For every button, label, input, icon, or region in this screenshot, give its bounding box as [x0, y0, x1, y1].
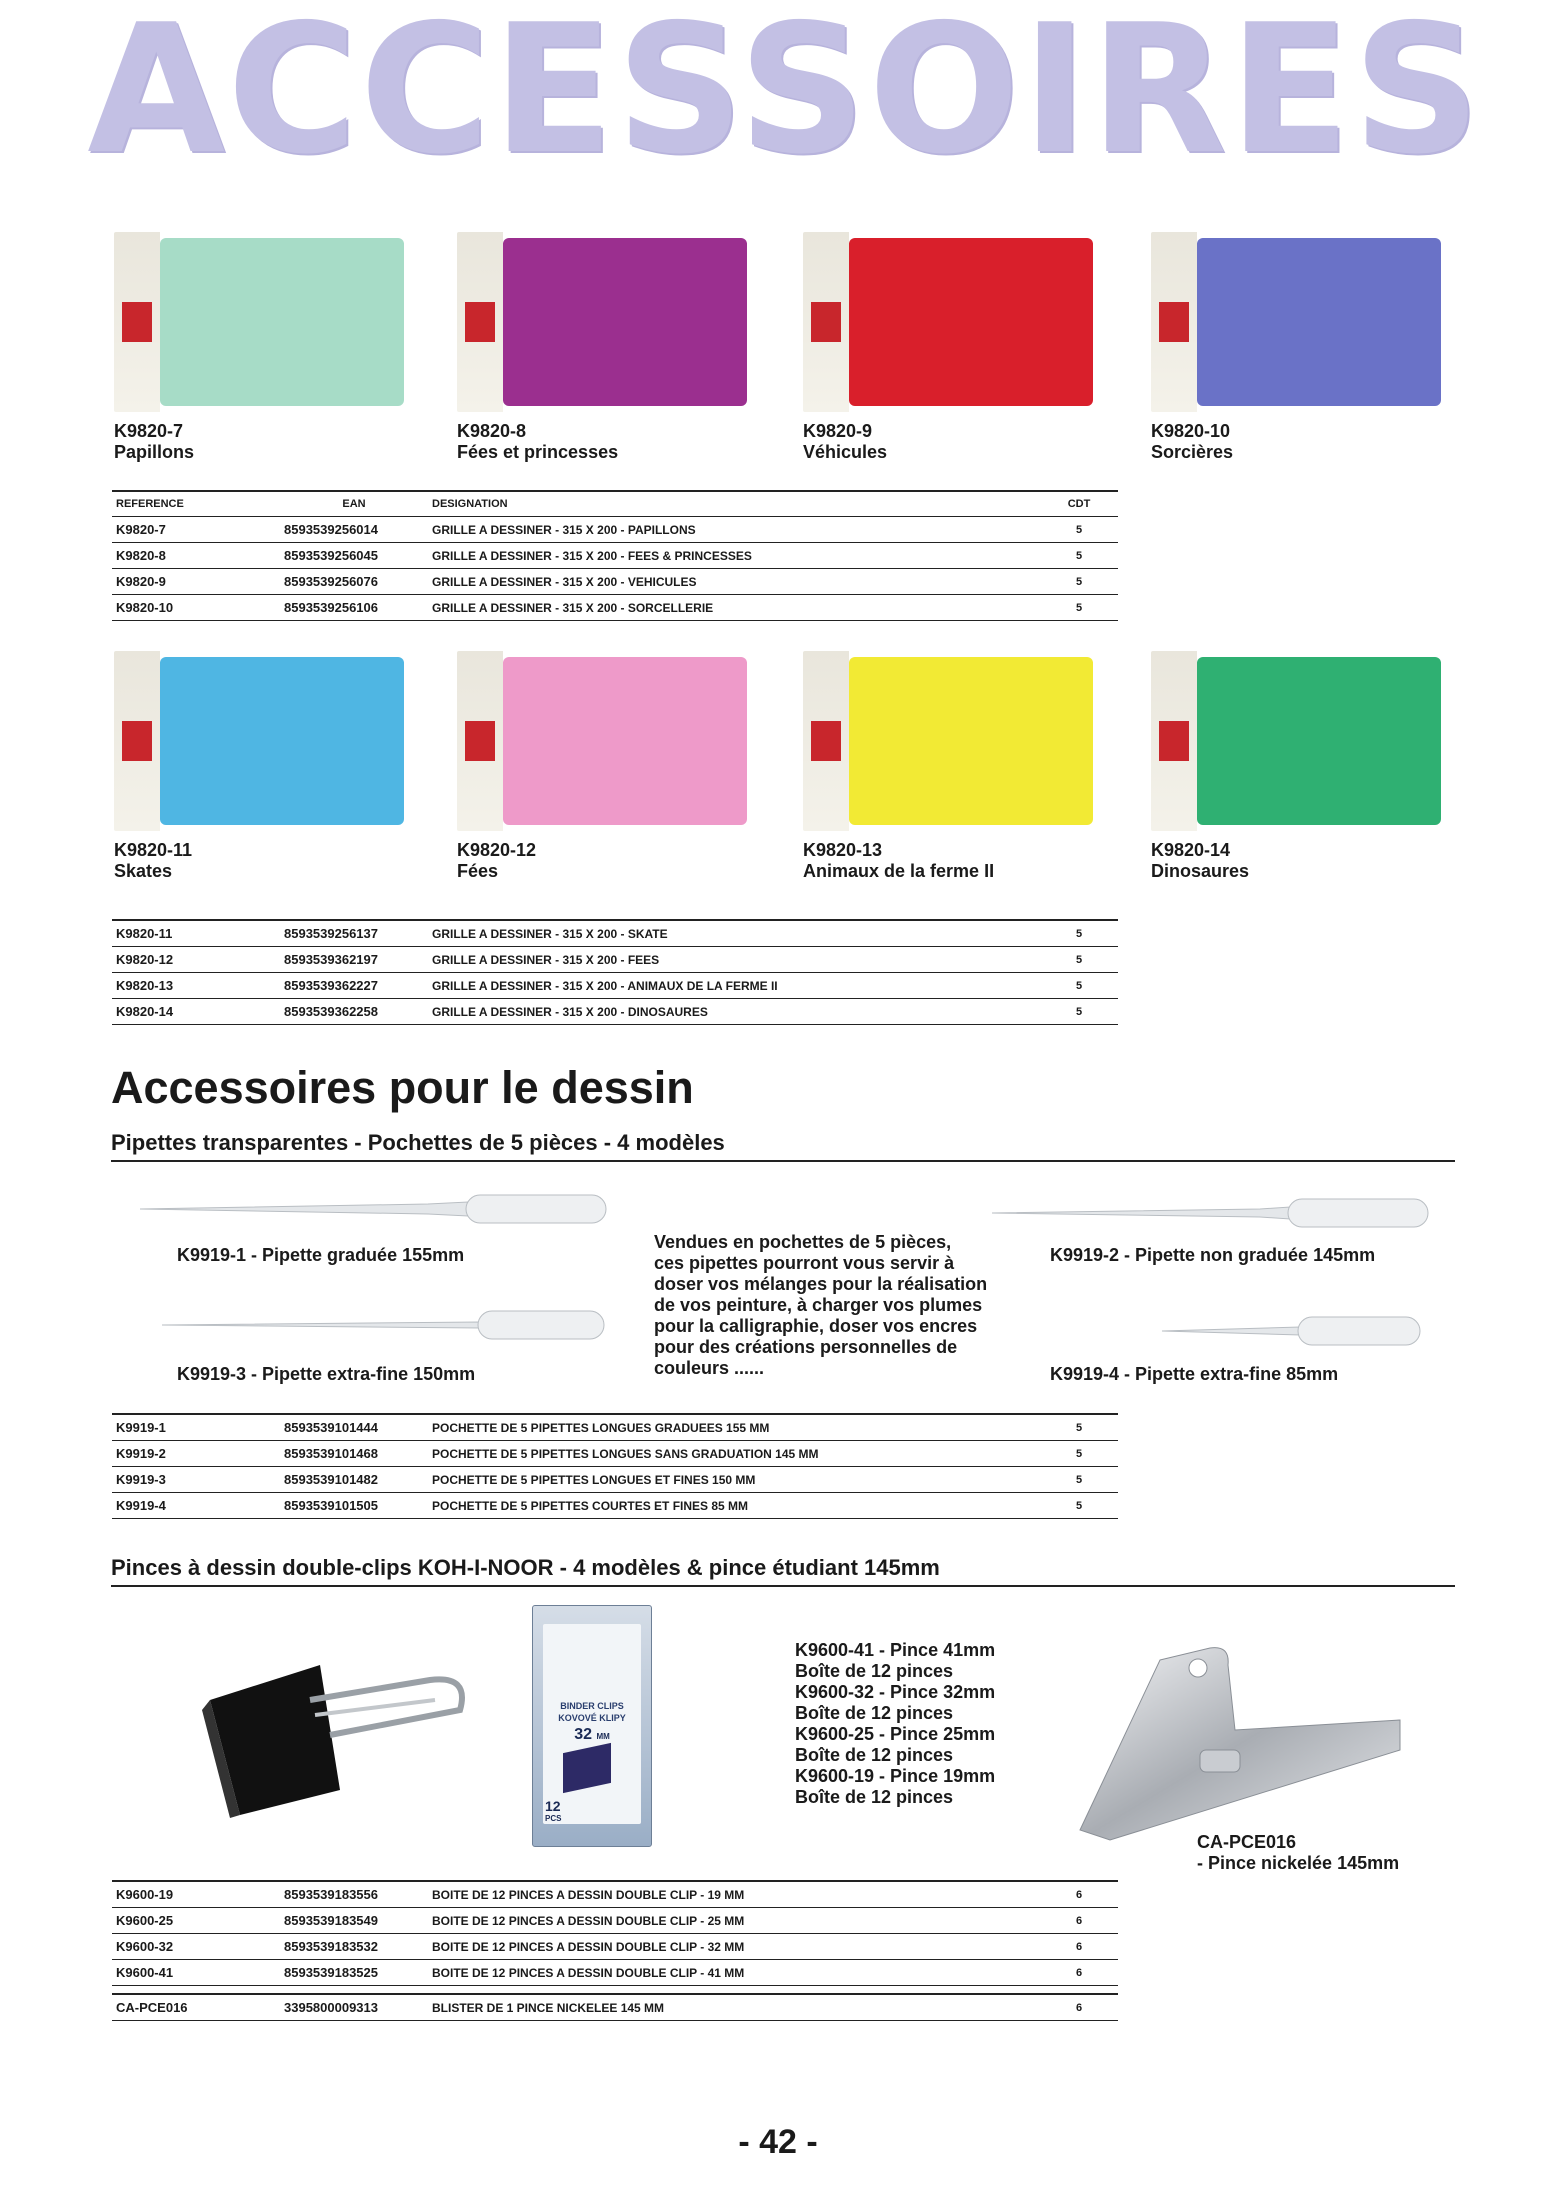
cell-ean: 8593539101482 — [280, 1467, 428, 1493]
stencil-image — [1151, 232, 1447, 412]
stencil-name: Papillons — [114, 442, 195, 462]
pipette-label-4: K9919-4 - Pipette extra-fine 85mm — [1050, 1364, 1339, 1384]
stencil-ref: K9820-10 — [1151, 421, 1231, 441]
cell-reference: K9820-14 — [112, 999, 280, 1025]
cell-reference: K9820-9 — [112, 569, 280, 595]
clips-description — [795, 1640, 995, 1808]
stencil-product-card — [114, 232, 410, 463]
table-row — [112, 1908, 1118, 1934]
stencil-name: Fées — [457, 861, 499, 881]
stencil-ref: K9820-8 — [457, 421, 527, 441]
cell-designation: BOITE DE 12 PINCES A DESSIN DOUBLE CLIP - 19 MM — [428, 1881, 1040, 1908]
stencil-ref: K9820-14 — [1151, 840, 1231, 860]
stencil-product-card — [803, 651, 1099, 882]
cell-designation: GRILLE A DESSINER - 315 X 200 - PAPILLONS — [428, 517, 1040, 543]
pipettes-description — [654, 1232, 1034, 1379]
pipette-nongraduated-image — [990, 1196, 1430, 1230]
cell-cdt: 5 — [1040, 1441, 1118, 1467]
cell-cdt: 5 — [1040, 517, 1118, 543]
package-tag — [1151, 651, 1197, 831]
stencil-image — [114, 232, 410, 412]
clip-line: Boîte de 12 pinces — [795, 1661, 954, 1681]
stencil-product-card — [1151, 651, 1447, 882]
cell-ean: 8593539256076 — [280, 569, 428, 595]
box-count: 12 — [545, 1798, 561, 1814]
cell-reference: K9820-7 — [112, 517, 280, 543]
stencil-sheet — [849, 238, 1093, 406]
stencil-sheet — [160, 657, 404, 825]
clips-box-image — [532, 1605, 652, 1847]
clip-line: Boîte de 12 pinces — [795, 1703, 954, 1723]
stencil-name: Fées et princesses — [457, 442, 619, 462]
cell-reference: K9600-25 — [112, 1908, 280, 1934]
cell-ean: 8593539256014 — [280, 517, 428, 543]
cell-cdt: 5 — [1040, 543, 1118, 569]
cell-cdt: 6 — [1040, 1934, 1118, 1960]
cell-cdt: 5 — [1040, 920, 1118, 947]
cell-cdt: 5 — [1040, 947, 1118, 973]
table-row — [112, 1934, 1118, 1960]
cell-designation: BLISTER DE 1 PINCE NICKELEE 145 MM — [428, 1994, 1040, 2021]
cell-reference: K9600-19 — [112, 1881, 280, 1908]
stencil-name: Sorcières — [1151, 442, 1234, 462]
pipette-extrafine-image — [160, 1308, 606, 1342]
cell-designation: GRILLE A DESSINER - 315 X 200 - FEES & PRINCESSES — [428, 543, 1040, 569]
pipette-label-1: K9919-1 - Pipette graduée 155mm — [177, 1245, 465, 1265]
cell-cdt: 6 — [1040, 1994, 1118, 2021]
cell-ean: 8593539256106 — [280, 595, 428, 621]
stencil-name: Animaux de la ferme II — [803, 861, 995, 881]
nickel-clip-table — [112, 1993, 1118, 2021]
table-row — [112, 543, 1118, 569]
package-tag — [1151, 232, 1197, 412]
table-row — [112, 947, 1118, 973]
pipette-short-image — [1160, 1314, 1422, 1348]
desc-line: doser vos mélanges pour la réalisation — [654, 1274, 988, 1294]
clip-line: K9600-32 - Pince 32mm — [795, 1682, 996, 1702]
cell-designation: GRILLE A DESSINER - 315 X 200 - DINOSAURES — [428, 999, 1040, 1025]
stencil-product-card — [457, 651, 753, 882]
stencil-product-card — [803, 232, 1099, 463]
desc-line: Vendues en pochettes de 5 pièces, — [654, 1232, 952, 1252]
table-row — [112, 1414, 1118, 1441]
stencils-table-1 — [112, 490, 1118, 621]
package-tag — [457, 232, 503, 412]
table-row — [112, 595, 1118, 621]
package-tag — [457, 651, 503, 831]
clip-line: K9600-19 - Pince 19mm — [795, 1766, 996, 1786]
table-row — [112, 1493, 1118, 1519]
cell-cdt: 5 — [1040, 595, 1118, 621]
stencil-image — [1151, 651, 1447, 831]
cell-reference: K9600-32 — [112, 1934, 280, 1960]
stencil-ref: K9820-13 — [803, 840, 883, 860]
stencil-ref: K9820-7 — [114, 421, 184, 441]
cell-ean: 8593539101468 — [280, 1441, 428, 1467]
cell-reference: K9919-3 — [112, 1467, 280, 1493]
cell-cdt: 5 — [1040, 569, 1118, 595]
table-row — [112, 1960, 1118, 1986]
box-text-2: KOVOVÉ KLIPY — [558, 1713, 626, 1723]
col-header-reference: REFERENCE — [112, 491, 280, 517]
cell-designation: POCHETTE DE 5 PIPETTES LONGUES SANS GRADUATION 145 MM — [428, 1441, 1040, 1467]
section-title: Accessoires pour le dessin — [111, 1062, 694, 1113]
pipettes-subtitle: Pipettes transparentes - Pochettes de 5 pièces - 4 modèles — [111, 1130, 1455, 1162]
col-header-ean: EAN — [280, 491, 428, 517]
cell-reference: CA-PCE016 — [112, 1994, 280, 2021]
cell-ean: 8593539256045 — [280, 543, 428, 569]
stencil-image — [457, 232, 753, 412]
stencil-product-card — [114, 651, 410, 882]
clip-line: Boîte de 12 pinces — [795, 1787, 954, 1807]
table-row — [112, 1441, 1118, 1467]
cell-ean: 8593539183525 — [280, 1960, 428, 1986]
cell-designation: POCHETTE DE 5 PIPETTES LONGUES GRADUEES 155 MM — [428, 1414, 1040, 1441]
package-tag — [114, 232, 160, 412]
table-row — [112, 569, 1118, 595]
cell-ean: 3395800009313 — [280, 1994, 428, 2021]
cell-reference: K9919-4 — [112, 1493, 280, 1519]
cell-reference: K9820-8 — [112, 543, 280, 569]
cell-reference: K9600-41 — [112, 1960, 280, 1986]
package-tag — [803, 651, 849, 831]
cell-cdt: 5 — [1040, 999, 1118, 1025]
table-row — [112, 1994, 1118, 2021]
box-text-1: BINDER CLIPS — [560, 1701, 624, 1711]
cell-cdt: 6 — [1040, 1881, 1118, 1908]
stencil-sheet — [1197, 657, 1441, 825]
cell-designation: GRILLE A DESSINER - 315 X 200 - VEHICULES — [428, 569, 1040, 595]
box-size-value: 32 — [574, 1726, 592, 1743]
cell-designation: BOITE DE 12 PINCES A DESSIN DOUBLE CLIP - 25 MM — [428, 1908, 1040, 1934]
stencil-sheet — [503, 238, 747, 406]
nickel-name: - Pince nickelée 145mm — [1197, 1853, 1400, 1873]
cell-ean: 8593539362197 — [280, 947, 428, 973]
stencil-sheet — [1197, 238, 1441, 406]
cell-designation: GRILLE A DESSINER - 315 X 200 - SORCELLERIE — [428, 595, 1040, 621]
pipette-label-3: K9919-3 - Pipette extra-fine 150mm — [177, 1364, 476, 1384]
cell-reference: K9820-10 — [112, 595, 280, 621]
clip-line: K9600-25 - Pince 25mm — [795, 1724, 996, 1744]
col-header-cdt: CDT — [1040, 491, 1118, 517]
box-size — [533, 1726, 651, 1744]
page-banner-title: ACCESSOIRES — [87, 0, 1483, 193]
stencil-sheet — [849, 657, 1093, 825]
table-row — [112, 999, 1118, 1025]
table-row — [112, 1467, 1118, 1493]
pipette-graduated-image — [138, 1192, 608, 1226]
cell-designation: POCHETTE DE 5 PIPETTES LONGUES ET FINES 150 MM — [428, 1467, 1040, 1493]
stencil-image — [803, 651, 1099, 831]
stencil-name: Dinosaures — [1151, 861, 1250, 881]
page-number: - 42 - — [738, 2123, 818, 2161]
cell-ean: 8593539183532 — [280, 1934, 428, 1960]
stencils-table-2 — [112, 919, 1118, 1025]
desc-line: de vos peinture, à charger vos plumes — [654, 1295, 983, 1315]
cell-ean: 8593539101444 — [280, 1414, 428, 1441]
cell-designation: GRILLE A DESSINER - 315 X 200 - ANIMAUX DE LA FERME II — [428, 973, 1040, 999]
cell-ean: 8593539101505 — [280, 1493, 428, 1519]
table-row — [112, 517, 1118, 543]
cell-cdt: 5 — [1040, 1467, 1118, 1493]
cell-ean: 8593539183556 — [280, 1881, 428, 1908]
cell-designation: BOITE DE 12 PINCES A DESSIN DOUBLE CLIP - 41 MM — [428, 1960, 1040, 1986]
table-row — [112, 973, 1118, 999]
cell-ean: 8593539256137 — [280, 920, 428, 947]
desc-line: couleurs ...... — [654, 1358, 765, 1378]
cell-cdt: 5 — [1040, 1493, 1118, 1519]
pipettes-table — [112, 1413, 1118, 1519]
cell-reference: K9820-12 — [112, 947, 280, 973]
table-row — [112, 1881, 1118, 1908]
cell-cdt: 5 — [1040, 1414, 1118, 1441]
clips-subtitle: Pinces à dessin double-clips KOH-I-NOOR - 4 modèles & pince étudiant 145mm — [111, 1555, 1455, 1587]
cell-designation: BOITE DE 12 PINCES A DESSIN DOUBLE CLIP - 32 MM — [428, 1934, 1040, 1960]
nickel-clip-image — [1070, 1640, 1410, 1850]
stencil-ref: K9820-9 — [803, 421, 873, 441]
box-count-unit: PCS — [545, 1814, 562, 1823]
stencil-name: Véhicules — [803, 442, 888, 462]
stencil-ref: K9820-11 — [114, 840, 193, 860]
stencil-sheet — [160, 238, 404, 406]
stencil-ref: K9820-12 — [457, 840, 537, 860]
cell-ean: 8593539183549 — [280, 1908, 428, 1934]
package-tag — [803, 232, 849, 412]
clip-line: K9600-41 - Pince 41mm — [795, 1640, 996, 1660]
stencil-sheet — [503, 657, 747, 825]
desc-line: pour la calligraphie, doser vos encres — [654, 1316, 978, 1336]
cell-reference: K9919-2 — [112, 1441, 280, 1467]
binder-clip-image — [200, 1640, 480, 1820]
stencil-product-card — [1151, 232, 1447, 463]
cell-designation: GRILLE A DESSINER - 315 X 200 - FEES — [428, 947, 1040, 973]
nickel-ref: CA-PCE016 — [1197, 1832, 1297, 1852]
cell-ean: 8593539362227 — [280, 973, 428, 999]
clip-line: Boîte de 12 pinces — [795, 1745, 954, 1765]
cell-designation: POCHETTE DE 5 PIPETTES COURTES ET FINES 85 MM — [428, 1493, 1040, 1519]
nickel-clip-label — [1197, 1832, 1399, 1874]
stencil-image — [114, 651, 410, 831]
pipette-label-2: K9919-2 - Pipette non graduée 145mm — [1050, 1245, 1376, 1265]
stencil-product-card — [457, 232, 753, 463]
box-size-unit: MM — [596, 1732, 610, 1741]
cell-reference: K9820-11 — [112, 920, 280, 947]
stencil-image — [457, 651, 753, 831]
desc-line: pour des créations personnelles de — [654, 1337, 958, 1357]
package-tag — [114, 651, 160, 831]
desc-line: ces pipettes pourront vous servir à — [654, 1253, 955, 1273]
cell-reference: K9919-1 — [112, 1414, 280, 1441]
clips-table — [112, 1880, 1118, 1986]
col-header-designation: DESIGNATION — [428, 491, 1040, 517]
cell-cdt: 6 — [1040, 1908, 1118, 1934]
cell-cdt: 6 — [1040, 1960, 1118, 1986]
cell-cdt: 5 — [1040, 973, 1118, 999]
cell-ean: 8593539362258 — [280, 999, 428, 1025]
cell-designation: GRILLE A DESSINER - 315 X 200 - SKATE — [428, 920, 1040, 947]
stencil-image — [803, 232, 1099, 412]
table-row — [112, 920, 1118, 947]
stencil-name: Skates — [114, 861, 173, 881]
cell-reference: K9820-13 — [112, 973, 280, 999]
